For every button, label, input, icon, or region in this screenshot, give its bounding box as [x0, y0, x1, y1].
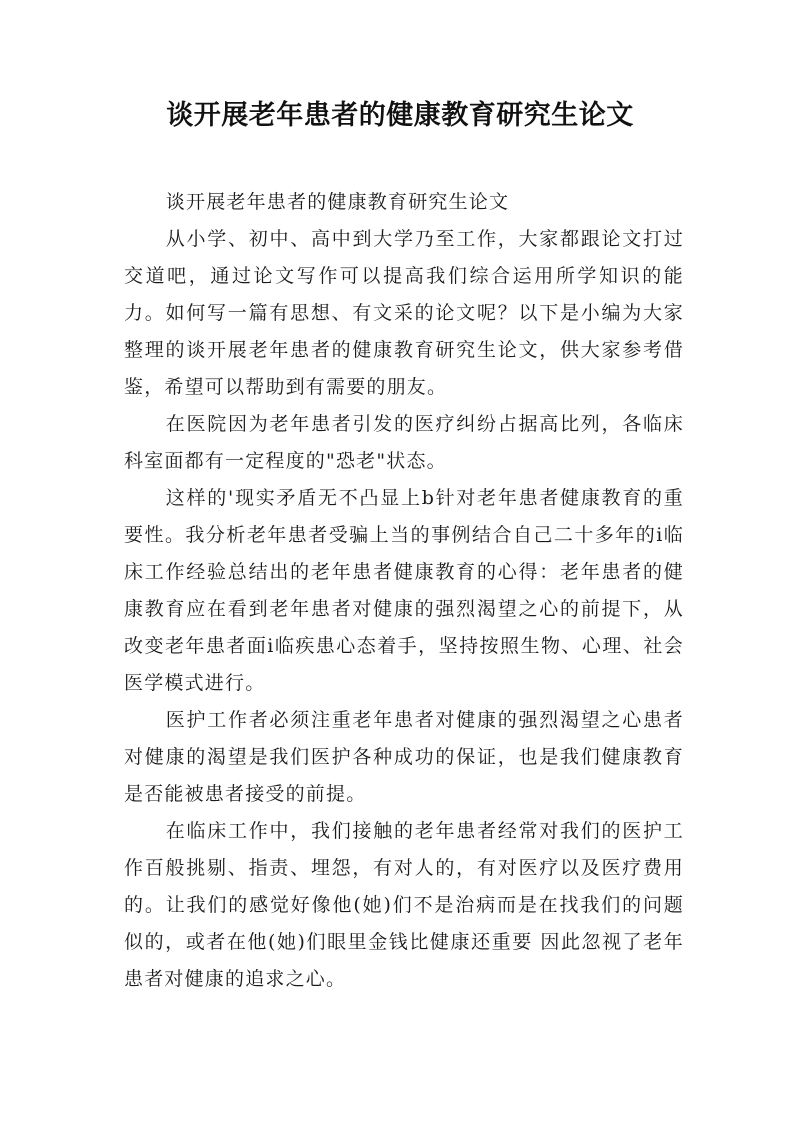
document-body [124, 184, 684, 998]
document-title: 谈开展老年患者的健康教育研究生论文 [166, 100, 634, 131]
paragraph-intro: 从小学、初中、高中到大学乃至工作，大家都跟论文打过交道吧，通过论文写作可以提高我们综合运用所学知识的能力。如何写一篇有思想、有文采的论文呢？以下是小编为大家整理的谈开展老年患者的健康教育研究生论文，供大家参考借鉴，希望可以帮助到有需要的朋友。 [124, 228, 684, 398]
paragraph-subtitle: 谈开展老年患者的健康教育研究生论文 [165, 191, 510, 213]
paragraph-hospital-disputes: 在医院因为老年患者引发的医疗纠纷占据高比列，各临床科室面都有一定程度的"恐老"状态。 [124, 413, 684, 472]
paragraph-clinical-work: 在临床工作中，我们接触的老年患者经常对我们的医护工作百般挑剔、指责、埋怨，有对人的，有对医疗以及医疗费用的。让我们的感觉好像他(她)们不是治病而是在找我们的问题似的，或者在他(她)们眼里金钱比健康还重要 因此忽视了老年患者对健康的追求之心。 [124, 820, 684, 990]
paragraph-importance: 这样的'现实矛盾无不凸显上b针对老年患者健康教育的重要性。我分析老年患者受骗上当的事例结合自己二十多年的i临床工作经验总结出的老年患者健康教育的心得：老年患者的健康教育应在看到老年患者对健康的强烈渴望之心的前提下，从改变老年患者面i临疾患心态着手，坚持按照生物、心理、社会医学模式进行。 [124, 487, 684, 694]
paragraph-health-desire: 医护工作者必须注重老年患者对健康的强烈渴望之心患者对健康的渴望是我们医护各种成功的保证，也是我们健康教育是否能被患者接受的前提。 [124, 709, 684, 805]
